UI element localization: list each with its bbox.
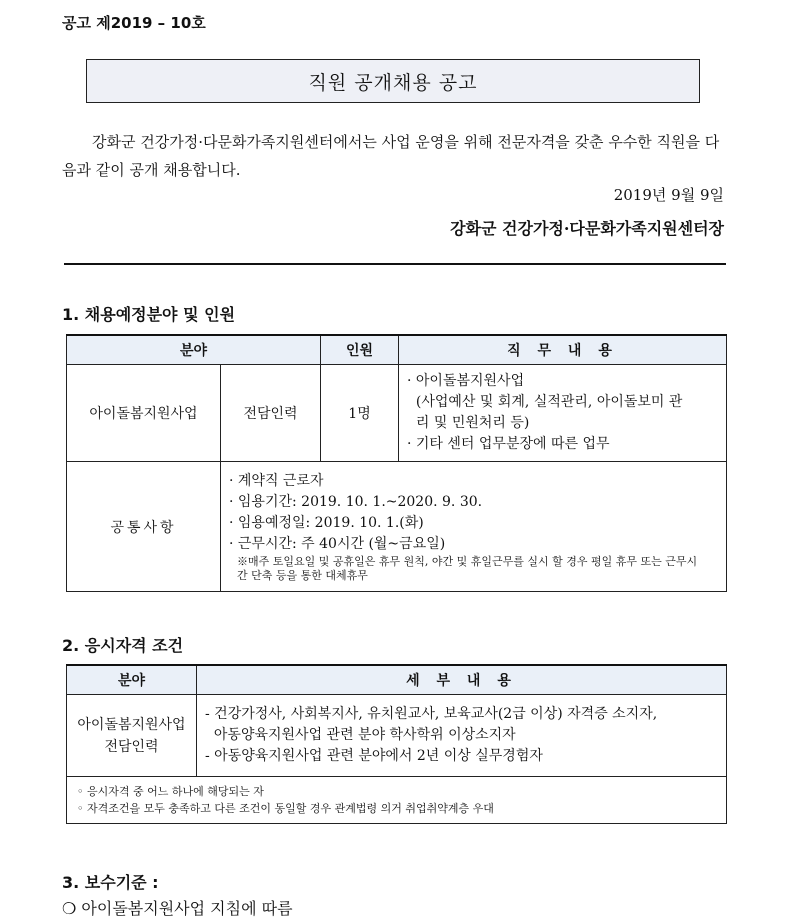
qualification-item: 아동양육지원사업 관련 분야 학사학위 이상소지자 <box>205 727 516 743</box>
common-item: · 계약직 근로자 <box>229 472 324 489</box>
duty-item: 리 및 민원처리 등) <box>407 415 530 431</box>
salary-item: ❍ 아이돌봄지원사업 지침에 따름 <box>62 899 293 918</box>
role-cell: 전담인력 <box>221 365 321 462</box>
page-title <box>86 59 700 103</box>
header-detail: 세 부 내 용 <box>197 665 727 695</box>
organization-signature: 강화군 건강가정·다문화가족지원센터장 <box>450 219 724 238</box>
duty-item: · 아이돌봄지원사업 <box>407 373 525 389</box>
section1-heading: 1. 채용예정분야 및 인원 <box>62 305 236 324</box>
recruitment-table <box>66 334 727 592</box>
announcement-date: 2019년 9월 9일 <box>613 186 724 204</box>
qualification-item: - 아동양육지원사업 관련 분야에서 2년 이상 실무경험자 <box>205 748 543 764</box>
intro-text: 강화군 건강가정·다문화가족지원센터에서는 사업 운영을 위해 전문자격을 갖춘 우수한 직원을 다음과 같이 공개 채용합니다. <box>62 133 720 179</box>
qualification-note: ◦ 자격조건을 모두 충족하고 다른 조건이 동일할 경우 관계법령 의거 취업취약계층 우대 <box>77 802 494 815</box>
section2-heading: 2. 응시자격 조건 <box>62 636 184 655</box>
qualification-table <box>66 664 727 824</box>
common-items-cell <box>221 462 727 592</box>
header-duty: 직 무 내 용 <box>399 335 727 365</box>
count-cell: 1명 <box>321 365 399 462</box>
qualification-field-cell: 아이돌봄지원사업 전담인력 <box>67 695 197 777</box>
section3-heading: 3. 보수기준 : <box>62 873 159 892</box>
intro-paragraph <box>62 128 724 184</box>
duty-cell <box>399 365 727 462</box>
header-field: 분야 <box>67 665 197 695</box>
header-count: 인원 <box>321 335 399 365</box>
document-number: 공고 제2019 – 10호 <box>62 14 206 32</box>
qualification-detail-cell <box>197 695 727 777</box>
field-cell: 아이돌봄지원사업 <box>67 365 221 462</box>
common-item: · 임용기간: 2019. 10. 1.~2020. 9. 30. <box>229 493 483 510</box>
common-item: · 임용예정일: 2019. 10. 1.(화) <box>229 514 424 531</box>
common-label-cell: 공통사항 <box>67 462 221 592</box>
common-item: · 근무시간: 주 40시간 (월~금요일) <box>229 535 446 552</box>
duty-item: · 기타 센터 업무분장에 따른 업무 <box>407 436 610 452</box>
duty-item: (사업예산 및 회계, 실적관리, 아이돌보미 관 <box>407 394 683 410</box>
page-title-text: 직원 공개채용 공고 <box>308 71 478 94</box>
qualification-item: - 건강가정사, 사회복지사, 유치원교사, 보육교사(2급 이상) 자격증 소지자, <box>205 706 658 722</box>
divider <box>64 263 726 265</box>
common-note: ※매주 토일요일 및 공휴일은 휴무 원칙, 야간 및 휴일근무를 실시 할 경우 평일 휴무 또는 근무시간 단축 등을 통한 대체휴무 <box>237 554 698 582</box>
qualification-notes <box>67 777 727 824</box>
header-field: 분야 <box>67 335 321 365</box>
qualification-note: ◦ 응시자격 중 어느 하나에 해당되는 자 <box>77 785 264 798</box>
